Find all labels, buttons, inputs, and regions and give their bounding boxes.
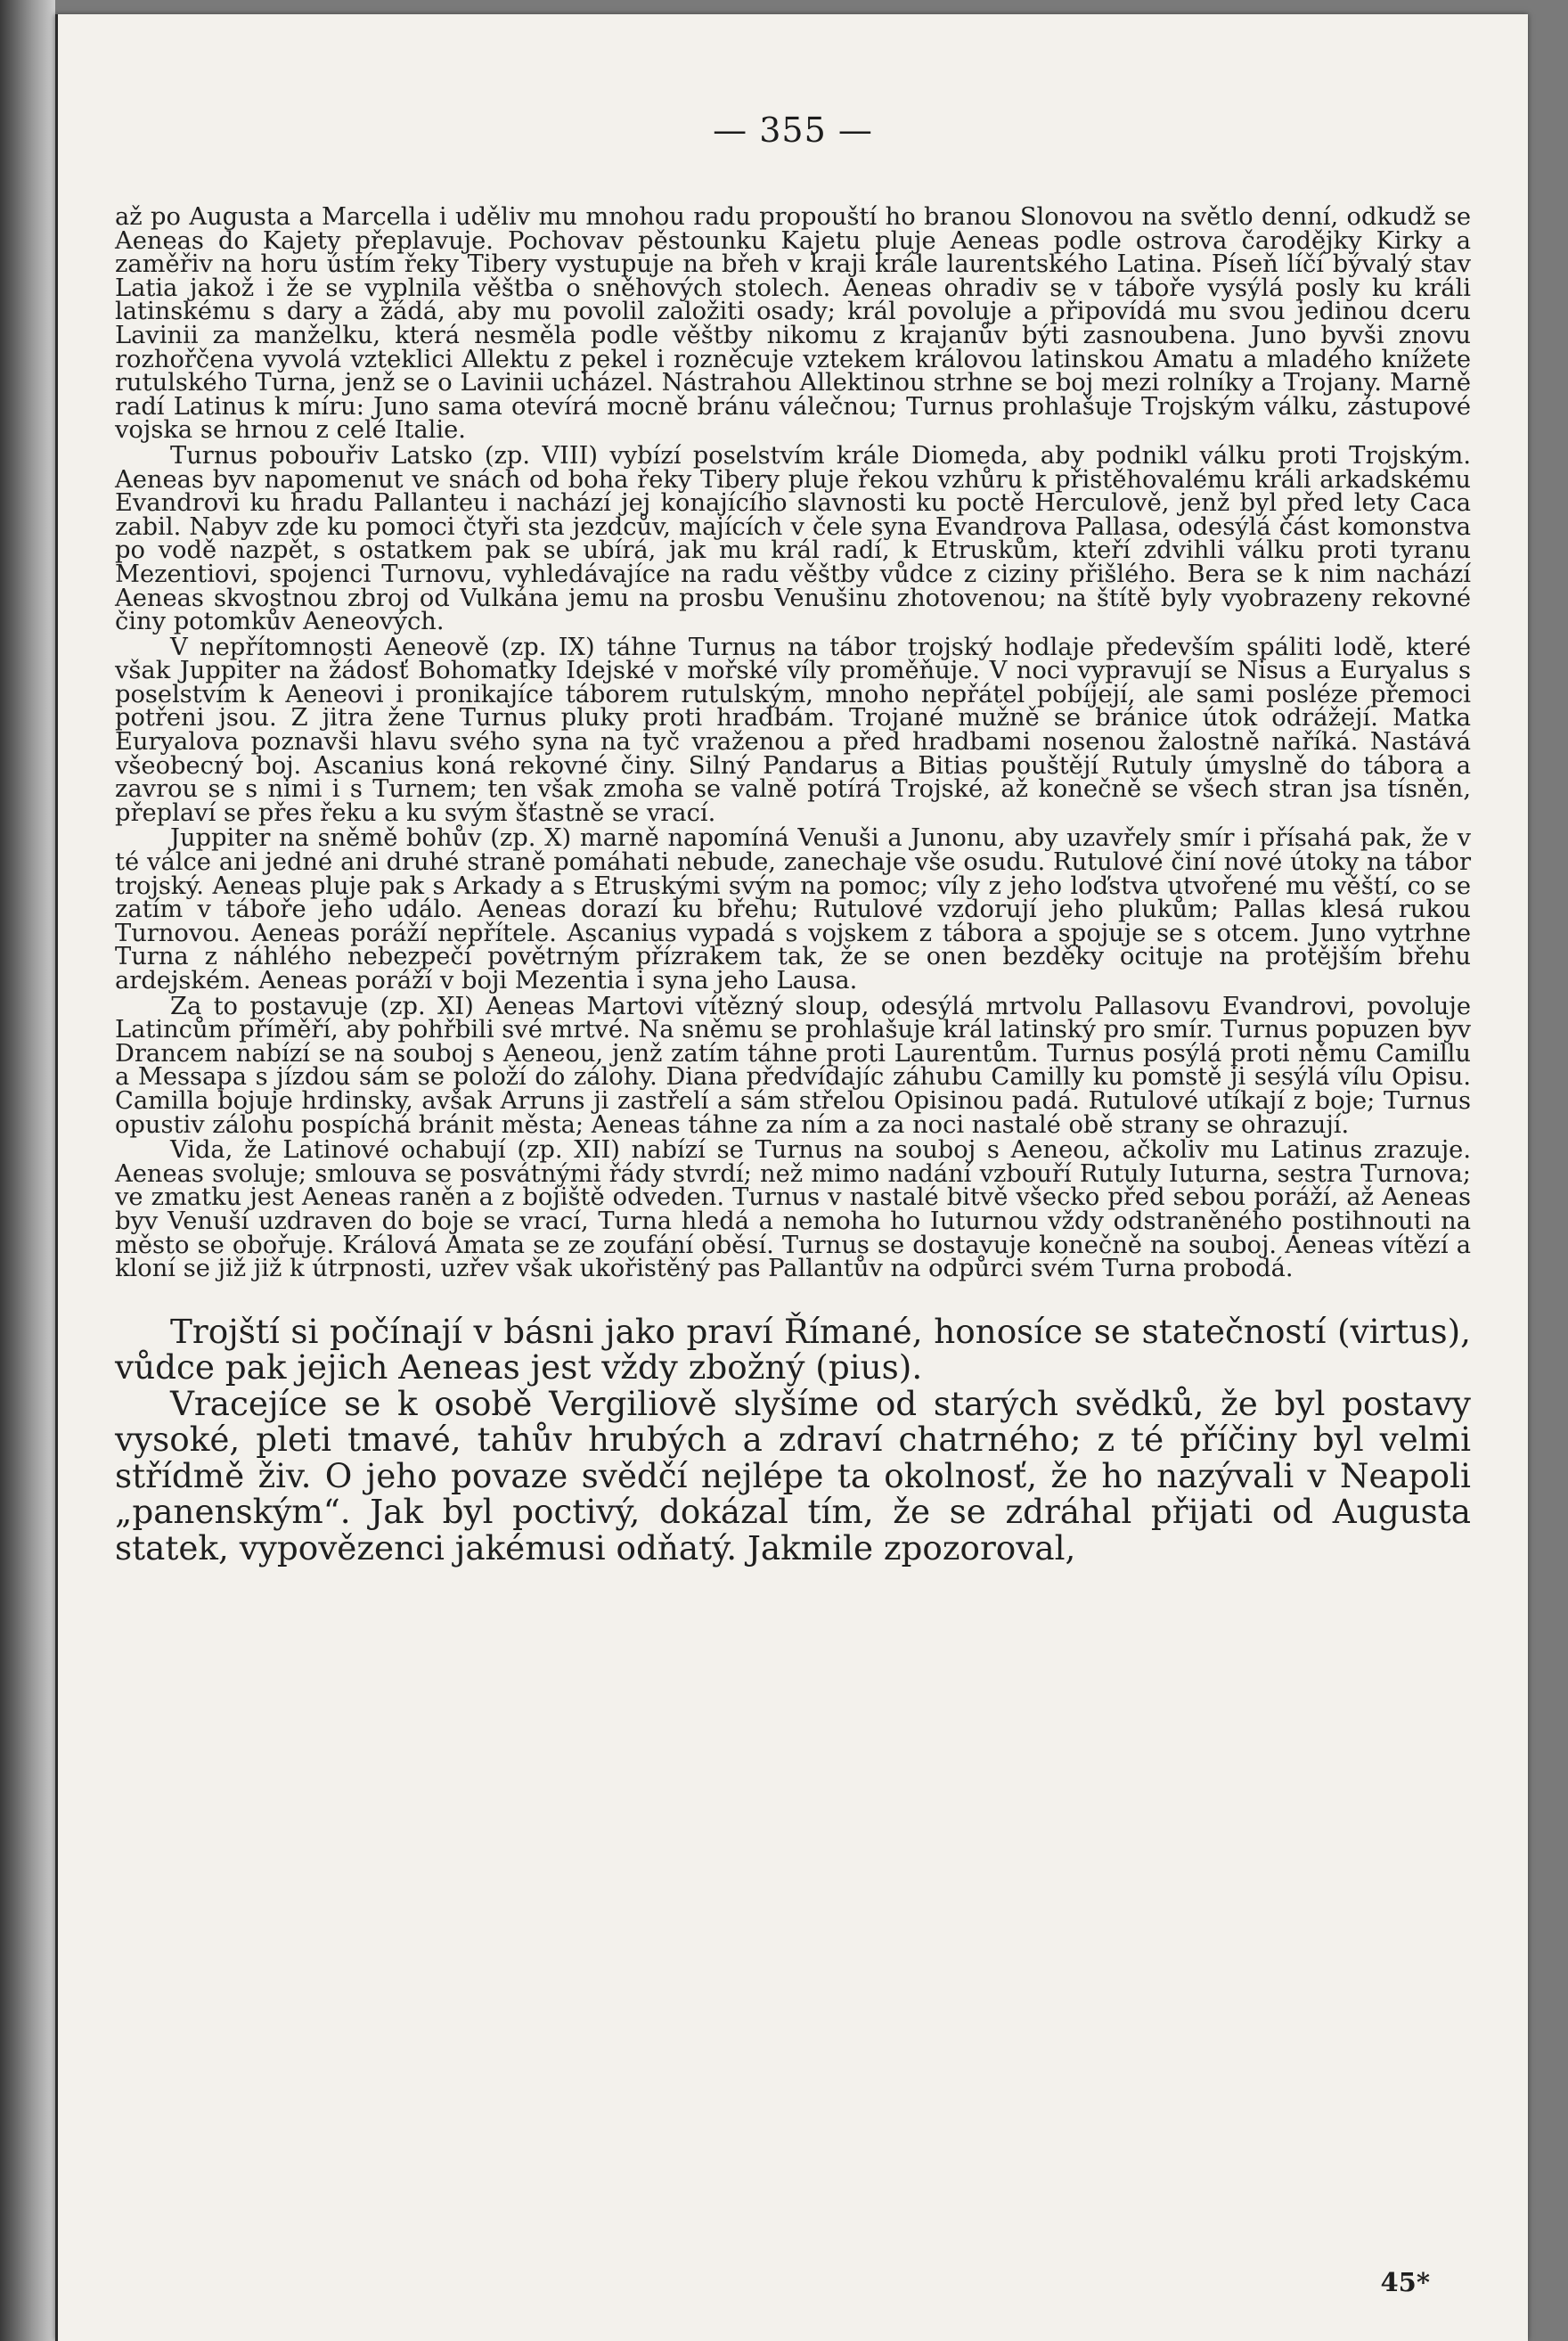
page-number: — 355 — <box>713 111 873 150</box>
paragraph: Vracejíce se k osobě Vergiliově slyšíme od starých svědků, že byl postavy vysoké, pleti tmavé, tahův hrubých a zdraví chatrného; z té příčiny byl velmi střídmě živ. O jeho povaze svědčí nejlépe ta okolnosť, že ho nazývali v Neapoli „panenským“. Jak byl poctivý, dokázal tím, že se zdráhal přijati od Augusta statek, vypovězenci jakémusi odňatý. Jakmile zpozoroval, <box>115 1383 1471 1567</box>
page-body <box>115 203 1471 1567</box>
book-page <box>55 14 1528 2341</box>
signature-mark: 45* <box>1380 2267 1430 2297</box>
synopsis-section <box>115 203 1471 1283</box>
paragraph: až po Augusta a Marcella i uděliv mu mnohou radu propouští ho branou Slonovou na světlo denní, odkudž se Aeneas do Kajety přeplavuje. Pochovav pěstounku Kajetu pluje Aeneas podle ostrova čarodějky Kirky a zaměřiv na horu ústím řeky Tibery vystupuje na břeh v kraji krále laurentského Latina. Píseň líčí bývalý stav Latia jakož i že se vyplnila věštba o sněhových stolech. Aeneas ohradiv se v táboře vysýlá posly ku králi latinskému s dary a žádá, aby mu povolil založiti osady; král povoluje a připovídá mu svou jedinou dceru Lavinii za manželku, která nesměla podle věštby nikomu z krajanův býti zasnoubena. Juno byvši znovu rozhořčena vyvolá vzteklici Allektu z pekel i rozněcuje vztekem královou latinskou Amatu a mladého knížete rutulského Turna, jenž se o Lavinii ucházel. Nástrahou Allektinou strhne se boj mezi rolníky a Trojany. Marně radí Latinus k míru: Juno sama otevírá mocně bránu válečnou; Turnus prohlašuje Trojským válku, zástupové vojska se hrnou z celé Italie. <box>115 203 1471 445</box>
paragraph: Juppiter na sněmě bohův (zp. X) marně napomíná Venuši a Junonu, aby uzavřely smír i přísahá pak, že v té válce ani jedné ani druhé straně pomáhati nebude, zanechaje vše osudu. Rutulové činí nové útoky na tábor trojský. Aeneas pluje pak s Arkady a s Etruskými svým na pomoc; víly z jeho loďstva utvořené mu věští, co se zatím v táboře jeho událo. Aeneas dorazí ku břehu; Rutulové vzdorují jeho plukům; Pallas klesá rukou Turnovou. Aeneas poráží nepřítele. Ascanius vypadá s vojskem z tábora a spojuje se s otcem. Juno vytrhne Turna z náhlého nebezpečí povětrným přízrakem tak, že se onen bezděky ocituje na protějším břehu ardejském. Aeneas poráží v boji Mezentia i syna jeho Lausa. <box>115 824 1471 995</box>
paragraph: Trojští si počínají v básni jako praví Římané, honosíce se statečností (virtus), vůdce pak jejich Aeneas jest vždy zbožný (pius). <box>115 1311 1471 1387</box>
commentary-section <box>115 1311 1471 1567</box>
paragraph: Za to postavuje (zp. XI) Aeneas Martovi vítězný sloup, odesýlá mrtvolu Pallasovu Evandrovi, povoluje Latincům příměří, aby pohřbili své mrtvé. Na sněmu se prohlašuje král latinský pro smír. Turnus popuzen byv Drancem nabízí se na souboj s Aeneou, jenž zatím táhne proti Laurentům. Turnus posýlá proti němu Camillu a Messapa s jízdou sám se položí do zálohy. Diana předvídajíc záhubu Camilly ku pomstě ji sesýlá vílu Opisu. Camilla bojuje hrdinsky, avšak Arruns ji zastřelí a sám střelou Opisinou padá. Rutulové utíkají z boje; Turnus opustiv zálohu pospíchá bránit města; Aeneas táhne za ním a za noci nastalé obě strany se ohrazují. <box>115 992 1471 1139</box>
paragraph: V nepřítomnosti Aeneově (zp. IX) táhne Turnus na tábor trojský hodlaje především spáliti lodě, které však Juppiter na žádosť Bohomatky Idejské v mořské víly proměňuje. V noci vypravují se Nisus a Euryalus s poselstvím k Aeneovi i pronikajíce táborem rutulským, mnoho nepřátel pobíjejí, ale sami posléze přemoci potřeni jsou. Z jitra žene Turnus pluky proti hradbám. Trojané mužně se bránice útok odrážejí. Matka Euryalova poznavši hlavu svého syna na tyč vraženou a před hradbami nosenou žalostně naříká. Nastává všeobecný boj. Ascanius koná rekovné činy. Silný Pandarus a Bitias pouštějí Rutuly úmyslně do tábora a zavrou se s nimi i s Turnem; ten však zmoha se valně potírá Trojské, až konečně se všech stran jsa tísněn, přeplaví se přes řeku a ku svým šťastně se vrací. <box>115 633 1471 827</box>
paragraph: Turnus pobouřiv Latsko (zp. VIII) vybízí poselstvím krále Diomeda, aby podnikl válku proti Trojským. Aeneas byv napomenut ve snách od boha řeky Tibery pluje řekou vzhůru k přistěhovalému králi arkadskému Evandrovi ku hradu Pallanteu i nachází jej konajícího slavnosti ku poctě Herculově, jenž byl před lety Caca zabil. Nabyv zde ku pomoci čtyři sta jezdcův, majících v čele syna Evandrova Pallasa, odesýlá část komonstva po vodě nazpět, s ostatkem pak se ubírá, jak mu král radí, k Etruskům, kteří zdvihli válku proti tyranu Mezentiovi, spojenci Turnovu, vyhledávajíce na radu věštby vůdce z ciziny přišlého. Bera se k nim nachází Aeneas skvostnou zbroj od Vulkána jemu na prosbu Venušinu zhotovenou; na štítě byly vyobrazeny rekovné činy potomkův Aeneových. <box>115 441 1471 636</box>
paragraph: Vida, že Latinové ochabují (zp. XII) nabízí se Turnus na souboj s Aeneou, ačkoliv mu Latinus zrazuje. Aeneas svoluje; smlouva se posvátnými řády stvrdí; než mimo nadání vzbouří Rutuly Iuturna, sestra Turnova; ve zmatku jest Aeneas raněn a z bojiště odveden. Turnus v nastalé bitvě všecko před sebou poráží, až Aeneas byv Venuší uzdraven do boje se vrací, Turna hledá a nemoha ho Iuturnou vždy odstraněného postihnouti na město se obořuje. Králová Amata se ze zoufání oběsí. Turnus se dostavuje konečně na souboj. Aeneas vítězí a kloní se již již k útrpnosti, uzřev však ukořistěný pas Pallantův na odpůrci svém Turna probodá. <box>115 1136 1471 1283</box>
left-page-edge <box>0 0 55 2341</box>
